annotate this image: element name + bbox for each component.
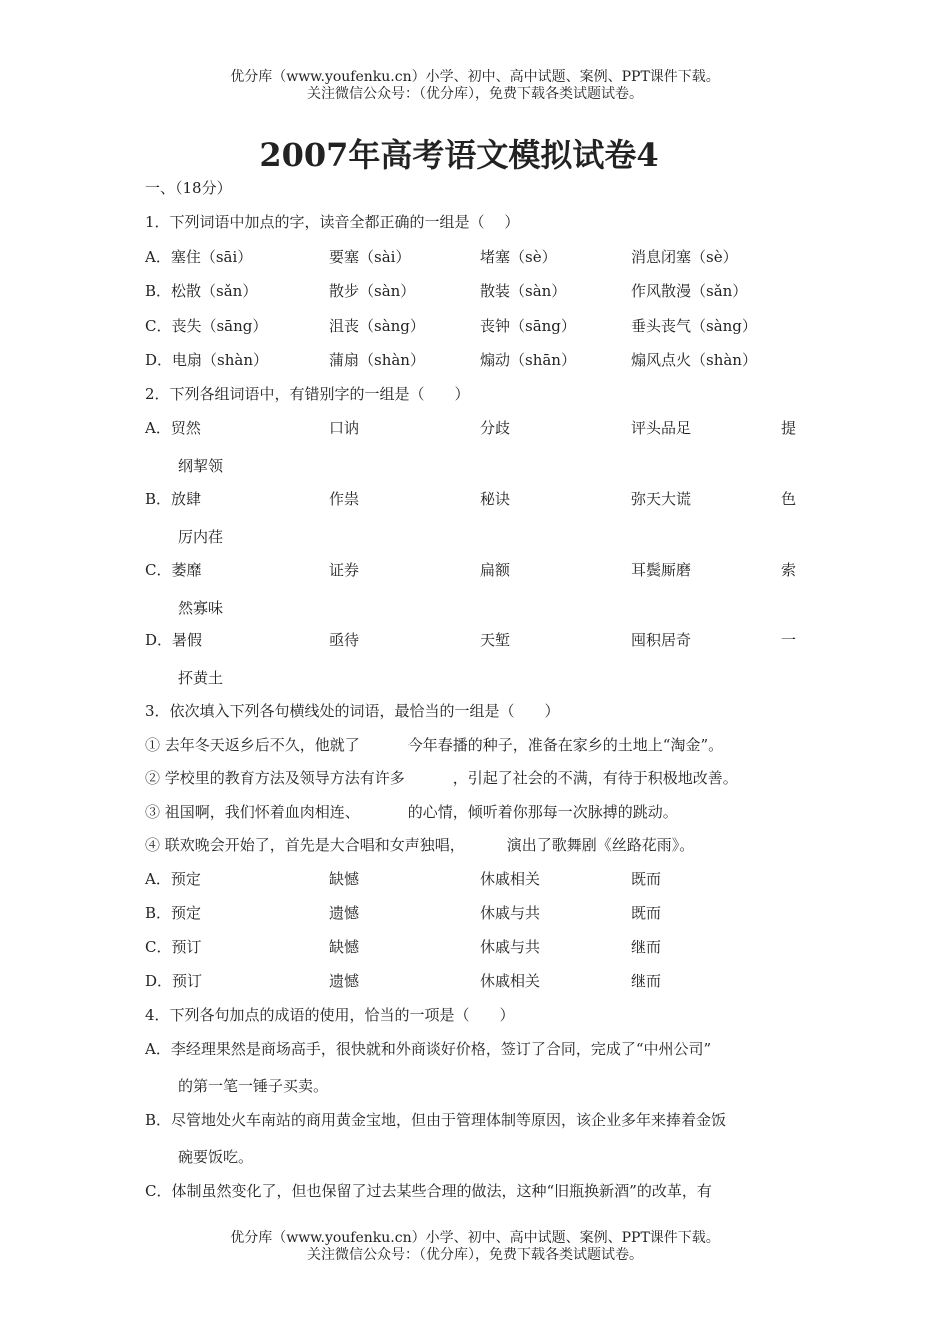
header-line-2: 关注微信公众号：（优分库），免费下载各类试题试卷。 xyxy=(307,86,643,102)
q3-option-c-4: 继而 xyxy=(631,938,662,956)
q2-option-c-cont: 然寡味 xyxy=(178,599,224,617)
q3-option-c-2: 缺憾 xyxy=(329,938,360,956)
q1-option-a-1: A．塞住（sāi） xyxy=(145,248,253,266)
q2-option-b-2: 作祟 xyxy=(329,490,360,508)
q3-sentence-3-part-b: 的心情，倾听着你那每一次脉搏的跳动。 xyxy=(407,803,678,821)
q2-option-a-cont: 纲挈领 xyxy=(178,457,224,475)
page-title: 2007年高考语文模拟试卷4 xyxy=(259,136,659,174)
q2-option-c-2: 证券 xyxy=(329,561,360,579)
q3-sentence-4 xyxy=(145,834,694,855)
q2-option-b-4: 弥天大谎 xyxy=(631,490,692,508)
q2-option-c-3: 扁额 xyxy=(480,561,511,579)
q3-sentence-3-part-a: ③ 祖国啊，我们怀着血肉相连、 xyxy=(145,803,360,821)
q1-option-c-2: 沮丧（sàng） xyxy=(329,317,425,335)
footer-line-1: 优分库（www.youfenku.cn）小学、初中、高中试题、案例、PPT课件下载。 xyxy=(230,1230,720,1246)
q2-option-d-4: 囤积居奇 xyxy=(631,631,692,649)
q3-option-d-3: 休戚相关 xyxy=(480,972,541,990)
q1-option-d-4: 煽风点火（shàn） xyxy=(631,351,757,369)
q1-option-a-4: 消息闭塞（sè） xyxy=(631,248,738,266)
q1-option-b-4: 作风散漫（sǎn） xyxy=(631,282,748,300)
q3-option-c-3: 休戚与共 xyxy=(480,938,541,956)
q3-option-a-4: 既而 xyxy=(631,870,662,888)
q3-option-b-1: B．预定 xyxy=(145,904,202,922)
question-3-stem: 3．依次填入下列各句横线处的词语，最恰当的一组是（ ） xyxy=(145,702,560,720)
q2-option-b-cont: 厉内荏 xyxy=(178,528,224,546)
q3-sentence-4-part-a: ④ 联欢晚会开始了，首先是大合唱和女声独唱， xyxy=(145,836,465,854)
q2-option-d-5: 一 xyxy=(781,631,797,649)
q3-option-d-1: D．预订 xyxy=(145,972,203,990)
q1-option-c-3: 丧钟（sāng） xyxy=(480,317,576,335)
q3-sentence-2-part-a: ② 学校里的教育方法及领导方法有许多 xyxy=(145,769,405,787)
q3-option-d-2: 遗憾 xyxy=(329,972,360,990)
q3-option-b-4: 既而 xyxy=(631,904,662,922)
page-footer xyxy=(0,1230,950,1264)
q3-option-c-1: C．预订 xyxy=(145,938,202,956)
q3-sentence-1-part-a: ① 去年冬天返乡后不久，他就了 xyxy=(145,736,360,754)
question-2-stem: 2．下列各组词语中，有错别字的一组是（ ） xyxy=(145,385,470,403)
q3-option-a-1: A．预定 xyxy=(145,870,201,888)
q3-sentence-4-part-b: 演出了歌舞剧《丝路花雨》。 xyxy=(506,836,695,854)
q3-sentence-2 xyxy=(145,767,738,788)
q4-option-a-cont: 的第一笔一锤子买卖。 xyxy=(178,1077,329,1095)
q2-option-a-3: 分歧 xyxy=(480,419,511,437)
q2-option-c-5: 索 xyxy=(781,561,797,579)
q3-option-a-2: 缺憾 xyxy=(329,870,360,888)
page-header xyxy=(0,69,950,103)
q1-option-d-2: 蒲扇（shàn） xyxy=(329,351,425,369)
q4-option-a: A．李经理果然是商场高手，很快就和外商谈好价格，签订了合同，完成了“中州公司” xyxy=(145,1040,712,1058)
q3-sentence-3 xyxy=(145,801,678,822)
q3-sentence-2-part-b: ，引起了社会的不满，有待于积极地改善。 xyxy=(452,769,738,787)
q2-option-c-1: C．萎靡 xyxy=(145,561,202,579)
q3-sentence-1-part-b: 今年春播的种子，准备在家乡的土地上“淘金”。 xyxy=(407,736,724,754)
q3-option-d-4: 继而 xyxy=(631,972,662,990)
q2-option-a-1: A．贸然 xyxy=(145,419,201,437)
question-4-stem: 4．下列各句加点的成语的使用，恰当的一项是（ ） xyxy=(145,1006,515,1024)
q3-option-b-2: 遗憾 xyxy=(329,904,360,922)
q2-option-a-5: 提 xyxy=(781,419,797,437)
q3-option-a-3: 休戚相关 xyxy=(480,870,541,888)
q3-option-b-3: 休戚与共 xyxy=(480,904,541,922)
q2-option-d-1: D．暑假 xyxy=(145,631,203,649)
footer-line-2: 关注微信公众号：（优分库），免费下载各类试题试卷。 xyxy=(307,1247,643,1263)
q2-option-a-4: 评头品足 xyxy=(631,419,692,437)
q2-option-b-1: B．放肆 xyxy=(145,490,202,508)
header-line-1: 优分库（www.youfenku.cn）小学、初中、高中试题、案例、PPT课件下载。 xyxy=(230,69,720,85)
question-1-stem: 1．下列词语中加点的字，读音全都正确的一组是（ ） xyxy=(145,213,520,231)
q2-option-d-cont: 抔黄土 xyxy=(178,669,224,687)
q2-option-d-2: 亟待 xyxy=(329,631,360,649)
q2-option-b-5: 色 xyxy=(781,490,797,508)
q1-option-d-1: D．电扇（shàn） xyxy=(145,351,268,369)
q1-option-a-2: 要塞（sài） xyxy=(329,248,411,266)
q1-option-b-2: 散步（sàn） xyxy=(329,282,416,300)
q1-option-c-4: 垂头丧气（sàng） xyxy=(631,317,757,335)
q1-option-b-3: 散装（sàn） xyxy=(480,282,567,300)
q4-option-c: C．体制虽然变化了，但也保留了过去某些合理的做法，这种“旧瓶换新酒”的改革，有 xyxy=(145,1182,712,1200)
section-heading: 一、（18分） xyxy=(145,179,232,197)
q2-option-d-3: 天堑 xyxy=(480,631,511,649)
q1-option-a-3: 堵塞（sè） xyxy=(480,248,557,266)
q1-option-b-1: B．松散（sǎn） xyxy=(145,282,258,300)
q4-option-b-cont: 碗要饭吃。 xyxy=(178,1148,254,1166)
q1-option-d-3: 煽动（shān） xyxy=(480,351,576,369)
q1-option-c-1: C．丧失（sāng） xyxy=(145,317,268,335)
q2-option-b-3: 秘诀 xyxy=(480,490,511,508)
q2-option-c-4: 耳鬓厮磨 xyxy=(631,561,692,579)
q2-option-a-2: 口讷 xyxy=(329,419,360,437)
q4-option-b: B．尽管地处火车南站的商用黄金宝地，但由于管理体制等原因，该企业多年来捧着金饭 xyxy=(145,1111,727,1129)
q3-sentence-1 xyxy=(145,734,723,755)
